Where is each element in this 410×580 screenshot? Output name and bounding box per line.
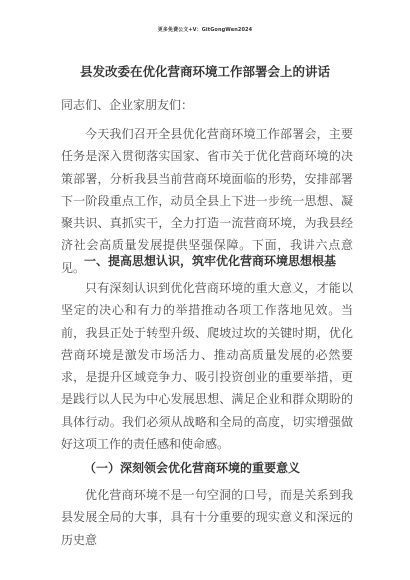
header-note: 更多免费公文+V：GitGongWen2024 — [157, 27, 253, 33]
greeting: 同志们、企业家朋友们： — [61, 98, 194, 112]
paragraph-intro: 今天我们召开全县优化营商环境工作部署会，主要任务是深入贯彻落实国家、省市关于优化营商环境的决策部署，分析我县当前营商环境面临的形势，安排部署下一阶段重点工作，动员全县上下进一步统一思想、凝聚共识、真抓实干，全力打造一流营商环境，为我县经济社会高质量发展提供坚强保障。下面，我讲六点意见。 — [61, 127, 353, 275]
paragraph-section-1: 只有深刻认识到优化营商环境的重大意义，才能以坚定的决心和有力的举措推动各项工作落地见效。当前，我县正处于转型升级、爬坡过坎的关键时期，优化营商环境是激发市场活力、推动高质量发展的必然要求，是提升区域竞争力、吸引投资创业的重要举措，更是践行以人民为中心发展思想、满足企业和群众期盼的具体行动。我们必须从战略和全局的高度，切实增强做好这项工作的责任感和使命感。 — [61, 281, 353, 452]
section-heading-1: 一、提高思想认识，筑牢优化营商环境思想根基 — [84, 254, 337, 268]
document-title: 县发改委在优化营商环境工作部署会上的讲话 — [79, 64, 330, 79]
paragraph-section-1-1: 优化营商环境不是一句空洞的口号，而是关系到我县发展全局的大事，具有十分重要的现实意义和深远的历史意 — [61, 488, 353, 547]
subsection-heading-1-1: （一）深刻领会优化营商环境的重要意义 — [84, 461, 301, 475]
